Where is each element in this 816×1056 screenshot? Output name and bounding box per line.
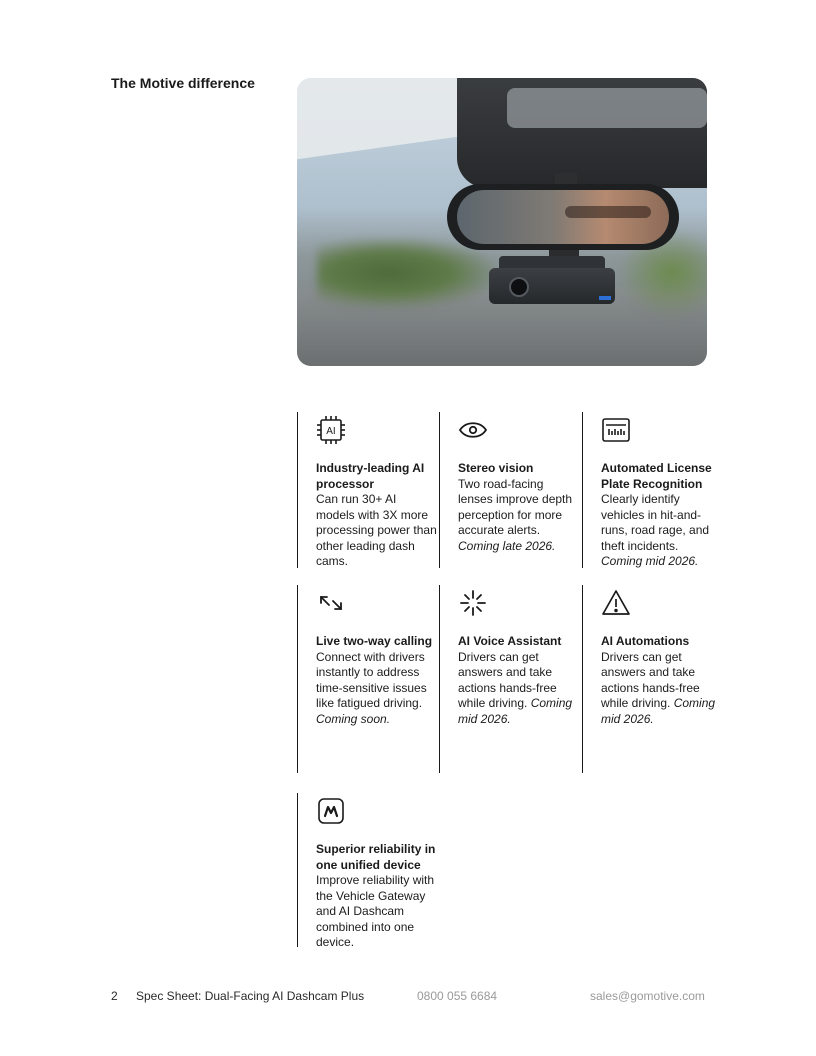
two-way-arrows-icon: [316, 588, 346, 618]
feature-body: Can run 30+ AI models with 3X more processing power than other leading dash cams.: [316, 492, 437, 568]
footer-email: sales@gomotive.com: [590, 989, 705, 1003]
ai-chip-label: AI: [326, 426, 336, 437]
license-plate-icon: [601, 415, 631, 445]
feature-license-plate-recognition: [582, 412, 717, 568]
camera-lens: [509, 277, 529, 297]
feature-body: Drivers can get answers and take actions hands-free while driving.: [601, 649, 700, 710]
feature-availability-note: Coming soon.: [316, 711, 391, 726]
feature-two-way-calling: [297, 585, 440, 773]
feature-body: Connect with drivers instantly to address time-sensitive issues like fatigued driving.: [316, 649, 427, 710]
section-title: The Motive difference: [111, 75, 255, 91]
feature-availability-note: Coming mid 2026.: [601, 696, 716, 726]
feature-body: Improve reliability with the Vehicle Gateway and AI Dashcam combined into one device.: [316, 873, 435, 949]
feature-title: Automated License Plate Recognition: [601, 461, 712, 491]
motive-logo-icon: [316, 796, 346, 826]
feature-stereo-vision: [439, 412, 582, 568]
voice-sparkle-icon: [458, 588, 488, 618]
feature-title: Industry-leading AI processor: [316, 461, 425, 491]
feature-body: Two road-facing lenses improve depth perception for more accurate alerts.: [458, 476, 573, 537]
warning-triangle-icon: [601, 588, 631, 618]
dashcam-device: [489, 268, 615, 304]
feature-title: Stereo vision: [458, 461, 534, 475]
feature-body: Clearly identify vehicles in hit-and-runs, road rage, and theft incidents.: [601, 492, 710, 553]
feature-availability-note: Coming mid 2026.: [601, 554, 699, 568]
feature-availability-note: Coming late 2026.: [458, 538, 556, 553]
feature-ai-automations: [582, 585, 717, 773]
dashcam-photo: [297, 78, 707, 366]
page-number: 2: [111, 989, 118, 1003]
feature-title: AI Automations: [601, 634, 690, 648]
feature-availability-note: Coming mid 2026.: [458, 696, 573, 726]
eye-icon: [458, 415, 488, 445]
feature-title: Superior reliability in one unified device: [316, 842, 436, 872]
feature-unified-device: [297, 793, 440, 947]
feature-ai-voice-assistant: [439, 585, 582, 773]
feature-title: AI Voice Assistant: [458, 634, 562, 648]
footer-doc-title: Spec Sheet: Dual-Facing AI Dashcam Plus: [136, 989, 365, 1003]
ai-chip-icon: [316, 415, 346, 445]
feature-title: Live two-way calling: [316, 634, 433, 648]
feature-body: Drivers can get answers and take actions hands-free while driving.: [458, 649, 557, 710]
footer-phone: 0800 055 6684: [417, 989, 498, 1003]
feature-ai-processor: [297, 412, 440, 568]
